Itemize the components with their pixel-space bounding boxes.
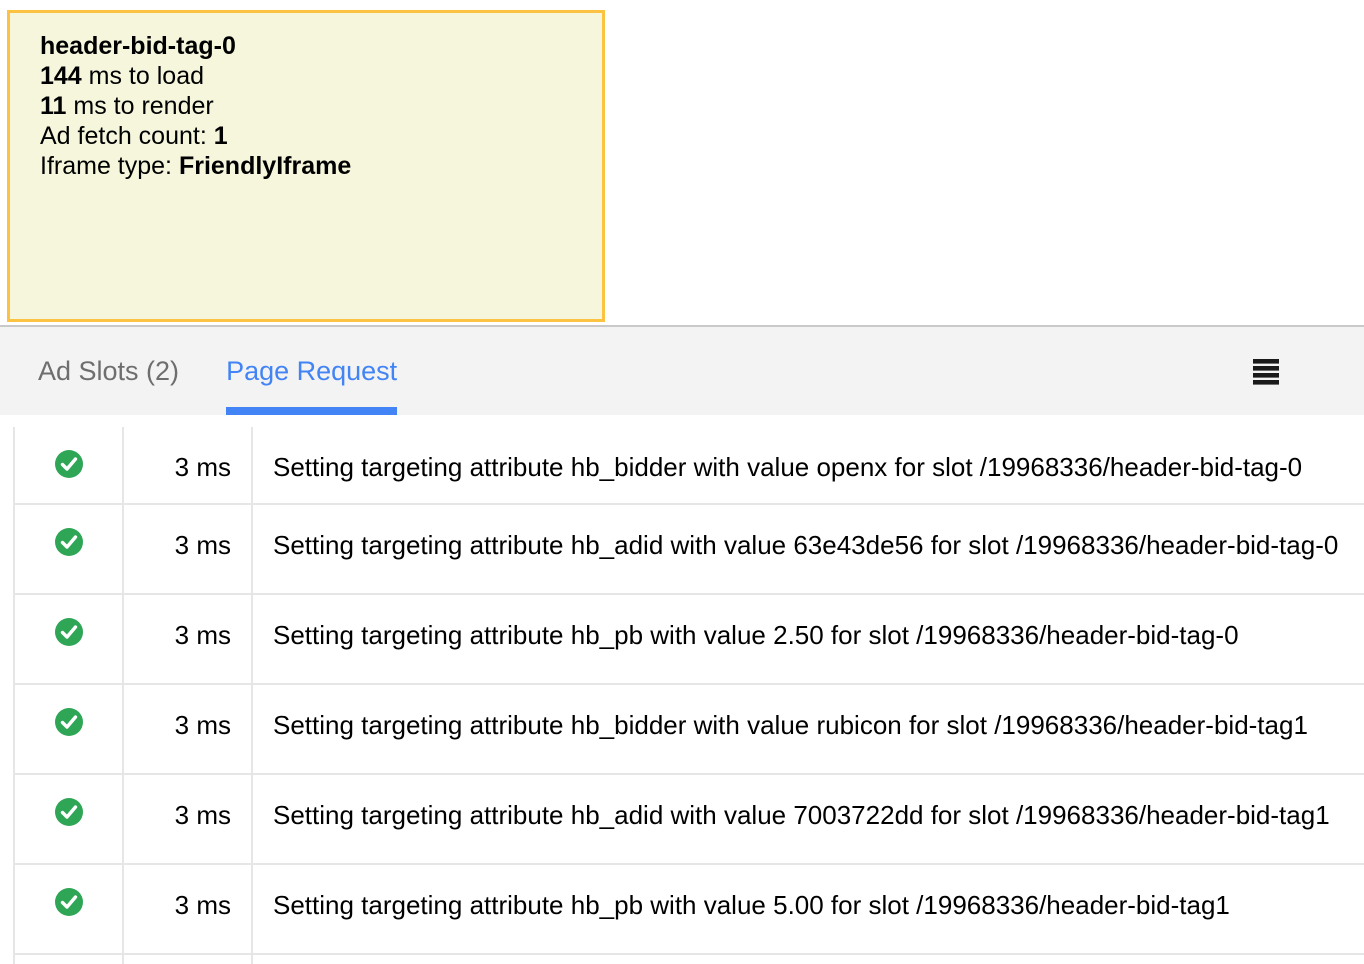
list-icon[interactable] <box>1252 357 1280 385</box>
load-ms-value: 144 <box>40 62 82 90</box>
message-cell <box>253 955 1364 964</box>
tab-ad-slots-label: Ad Slots (2) <box>38 355 180 386</box>
tab-ad-slots[interactable] <box>38 327 179 415</box>
check-circle-icon <box>54 449 84 479</box>
check-circle-icon <box>54 707 84 737</box>
iframe-type-value: FriendlyIframe <box>178 152 352 180</box>
slot-fetch-count <box>40 121 572 151</box>
time-cell: 3 ms <box>124 685 253 773</box>
log-row <box>15 775 1364 865</box>
status-cell <box>15 595 124 683</box>
message-cell: Setting targeting attribute hb_adid with value 63e43de56 for slot /19968336/header-bid-tag-0 <box>273 530 1339 560</box>
page-request-log <box>13 427 1364 964</box>
log-row-partial <box>15 955 1364 964</box>
slot-load-time <box>40 61 572 91</box>
fetch-count-label: Ad fetch count: <box>40 122 214 150</box>
render-ms-value: 11 <box>40 92 67 120</box>
status-cell <box>15 775 124 863</box>
message-cell: Setting targeting attribute hb_bidder with value openx for slot /19968336/header-bid-tag-0 <box>273 452 1303 482</box>
list-icon-glyph <box>1252 357 1280 385</box>
time-cell: 3 ms <box>124 775 253 863</box>
render-ms-label: ms to render <box>66 92 214 120</box>
slot-iframe-type <box>40 151 572 181</box>
time-cell: 3 ms <box>124 595 253 683</box>
log-row <box>15 505 1364 595</box>
fetch-count-value: 1 <box>213 122 228 150</box>
time-cell <box>124 955 253 964</box>
active-tab-indicator <box>226 407 397 415</box>
tab-page-request[interactable] <box>226 327 397 415</box>
iframe-type-label: Iframe type: <box>40 152 179 180</box>
status-cell <box>15 505 124 593</box>
log-row <box>15 427 1364 505</box>
status-cell <box>15 685 124 773</box>
load-ms-label: ms to load <box>81 62 204 90</box>
check-circle-icon <box>54 797 84 827</box>
status-cell <box>15 427 124 503</box>
message-cell: Setting targeting attribute hb_pb with value 2.50 for slot /19968336/header-bid-tag-0 <box>273 620 1239 650</box>
message-cell: Setting targeting attribute hb_adid with value 7003722dd for slot /19968336/header-bid-tag1 <box>273 800 1330 830</box>
tab-page-request-label: Page Request <box>226 355 398 386</box>
time-cell: 3 ms <box>124 427 253 503</box>
status-cell <box>15 955 124 964</box>
time-cell: 3 ms <box>124 865 253 953</box>
log-row <box>15 685 1364 775</box>
time-cell: 3 ms <box>124 505 253 593</box>
slot-info-overlay <box>7 10 605 322</box>
slot-render-time <box>40 91 572 121</box>
check-circle-icon <box>54 527 84 557</box>
status-cell <box>15 865 124 953</box>
slot-title: header-bid-tag-0 <box>40 32 236 60</box>
log-row <box>15 865 1364 955</box>
check-circle-icon <box>54 617 84 647</box>
log-row <box>15 595 1364 685</box>
console-tabbar <box>0 325 1364 415</box>
check-circle-icon <box>54 887 84 917</box>
message-cell: Setting targeting attribute hb_pb with value 5.00 for slot /19968336/header-bid-tag1 <box>273 890 1230 920</box>
message-cell: Setting targeting attribute hb_bidder with value rubicon for slot /19968336/header-bid-tag1 <box>273 710 1308 740</box>
